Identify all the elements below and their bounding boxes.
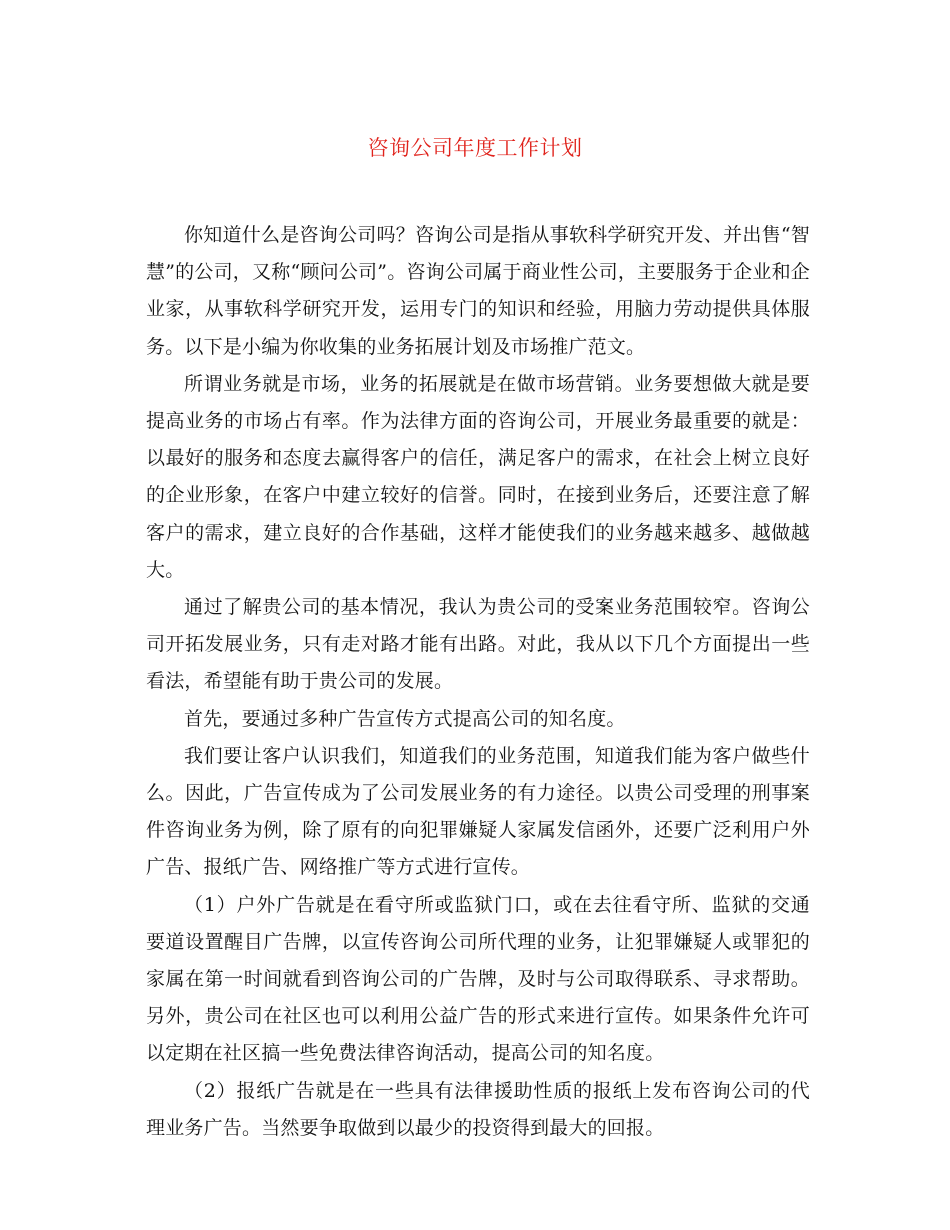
paragraph-business-market: 所谓业务就是市场，业务的拓展就是在做市场营销。业务要想做大就是要提高业务的市场占有率。作为法律方面的咨询公司，开展业务最重要的就是：以最好的服务和态度去赢得客户的信任，满足客户的需求，在社会上树立良好的企业形象，在客户中建立较好的信誉。同时，在接到业务后，还要注意了解客户的需求，建立良好的合作基础，这样才能使我们的业务越来越多、越做越大。 bbox=[146, 372, 810, 581]
paragraph-newspaper-ads: （2）报纸广告就是在一些具有法律援助性质的报纸上发布咨询公司的代理业务广告。当然要争取做到以最少的投资得到最大的回报。 bbox=[146, 1079, 810, 1139]
paragraph-outdoor-ads: （1）户外广告就是在看守所或监狱门口，或在去往看守所、监狱的交通要道设置醒目广告牌，以宣传咨询公司所代理的业务，让犯罪嫌疑人或罪犯的家属在第一时间就看到咨询公司的广告牌，及时与公司取得联系、寻求帮助。另外，贵公司在社区也可以利用公益广告的形式来进行宣传。如果条件允许可以定期在社区搞一些免费法律咨询活动，提高公司的知名度。 bbox=[146, 893, 810, 1065]
paragraph-advertising: 我们要让客户认识我们，知道我们的业务范围，知道我们能为客户做些什么。因此，广告宣传成为了公司发展业务的有力途径。以贵公司受理的刑事案件咨询业务为例，除了原有的向犯罪嫌疑人家属发信函外，还要广泛利用户外广告、报纸广告、网络推广等方式进行宣传。 bbox=[146, 744, 810, 879]
document-title: 咨询公司年度工作计划 bbox=[367, 136, 583, 160]
paragraph-company-situation: 通过了解贵公司的基本情况，我认为贵公司的受案业务范围较窄。咨询公司开拓发展业务，只有走对路才能有出路。对此，我从以下几个方面提出一些看法，希望能有助于贵公司的发展。 bbox=[146, 596, 810, 693]
paragraph-intro: 你知道什么是咨询公司吗？咨询公司是指从事软科学研究开发、并出售“智慧”的公司，又称“顾问公司”。咨询公司属于商业性公司，主要服务于企业和企业家，从事软科学研究开发，运用专门的知识和经验，用脑力劳动提供具体服务。以下是小编为你收集的业务拓展计划及市场推广范文。 bbox=[146, 224, 810, 358]
paragraph-first-point: 首先，要通过多种广告宣传方式提高公司的知名度。 bbox=[184, 707, 626, 730]
document-body bbox=[146, 217, 810, 1147]
